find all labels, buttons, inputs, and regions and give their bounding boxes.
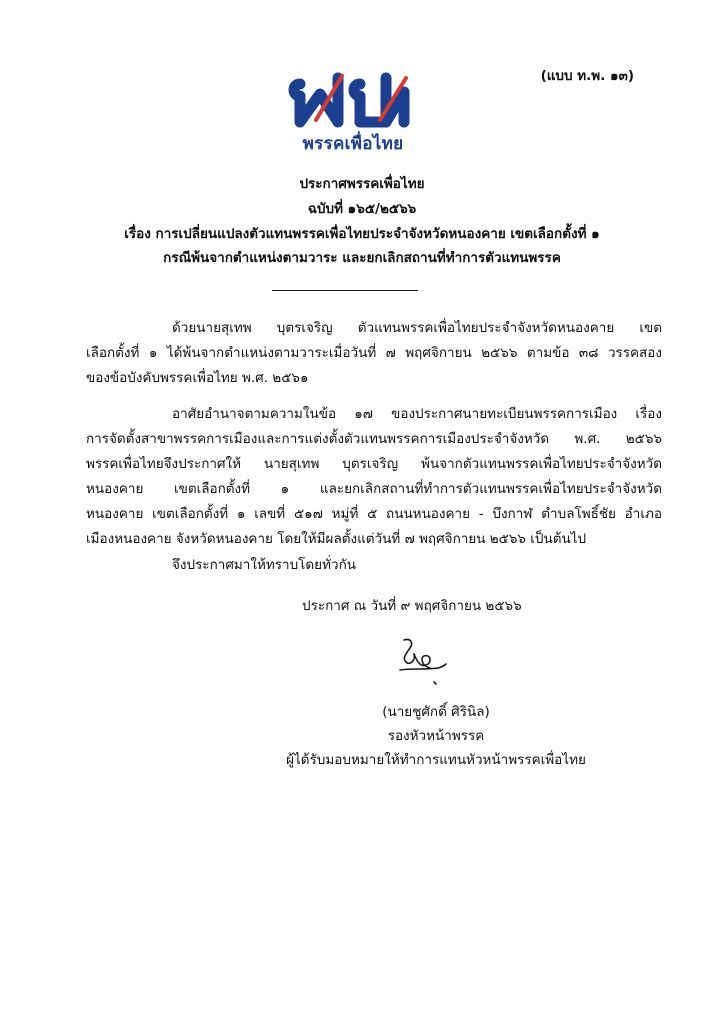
paragraph-line: การจัดตั้งสาขาพรรคการเมืองและการแต่งตั้งตัวแทนพรรคการเมืองประจำจังหวัด พ.ศ. ๒๕๖๖	[86, 431, 662, 447]
paragraph-2	[86, 402, 662, 552]
paragraph-line: หนองคาย เขตเลือกตั้งที่ ๑ และยกเลิกสถานที่ทำการตัวแทนพรรคเพื่อไทยประจำจังหวัด	[86, 481, 662, 497]
paragraph-line: พรรคเพื่อไทยจึงประกาศให้ นายสุเทพ บุตรเจริญ พ้นจากตัวแทนพรรคเพื่อไทยประจำจังหวัด	[86, 456, 662, 472]
signatory-name: (นายชูศักดิ์ ศิรินิล)	[382, 704, 490, 720]
subject-line-2: กรณีพ้นจากตำแหน่งตามวาระ และยกเลิกสถานที่ทำการตัวแทนพรรค	[163, 250, 561, 266]
subject-line-1: เรื่อง การเปลี่ยนแปลงตัวแทนพรรคเพื่อไทยประจำจังหวัดหนองคาย เขตเลือกตั้งที่ ๑	[124, 226, 600, 242]
issue-number: ฉบับที่ ๑๖๕/๒๕๖๖	[307, 201, 417, 217]
paragraph-line: ด้วยนายสุเทพ บุตรเจริญ ตัวแทนพรรคเพื่อไทยประจำจังหวัดหนองคาย เขต	[172, 320, 662, 336]
party-logo	[288, 70, 418, 158]
paragraph-line: ของข้อบังคับพรรคเพื่อไทย พ.ศ. ๒๕๖๑	[86, 370, 309, 386]
signatory-position: รองหัวหน้าพรรค	[387, 728, 485, 744]
signatory-authority: ผู้ได้รับมอบหมายให้ทำการแทนหัวหน้าพรรคเพื่อไทย	[286, 752, 586, 768]
form-code: (แบบ ท.พ. ๑๓)	[540, 68, 634, 84]
signature-block	[246, 700, 626, 772]
announcement-date: ประกาศ ณ วันที่ ๙ พฤศจิกายน ๒๕๖๖	[302, 598, 522, 614]
paragraph-1	[86, 316, 662, 391]
paragraph-line: เมืองหนองคาย จังหวัดหนองคาย โดยให้มีผลตั้งแต่วันที่ ๗ พฤศจิกายน ๒๕๖๖ เป็นต้นไป	[86, 531, 587, 547]
announcement-title: ประกาศพรรคเพื่อไทย	[299, 176, 425, 192]
paragraph-line: เลือกตั้งที่ ๑ ได้พ้นจากตำแหน่งตามวาระเมื่อวันที่ ๗ พฤศจิกายน ๒๕๖๖ ตามข้อ ๓๘ วรรคสอง	[86, 345, 662, 361]
party-logo-mark-icon	[288, 70, 418, 130]
closing-statement: จึงประกาศมาให้ทราบโดยทั่วกัน	[172, 557, 356, 573]
signature-icon	[394, 634, 450, 686]
paragraph-line: หนองคาย เขตเลือกตั้งที่ ๑ เลขที่ ๕๑๗ หมู่ที่ ๕ ถนนหนองคาย - บึงกาฬ ตำบลโพธิ์ชัย อำเภอ	[86, 506, 662, 522]
party-logo-text: พรรคเพื่อไทย	[302, 134, 404, 154]
paragraph-line: อาศัยอำนาจตามความในข้อ ๑๗ ของประกาศนายทะเบียนพรรคการเมือง เรื่อง	[172, 406, 662, 422]
divider	[272, 290, 418, 291]
